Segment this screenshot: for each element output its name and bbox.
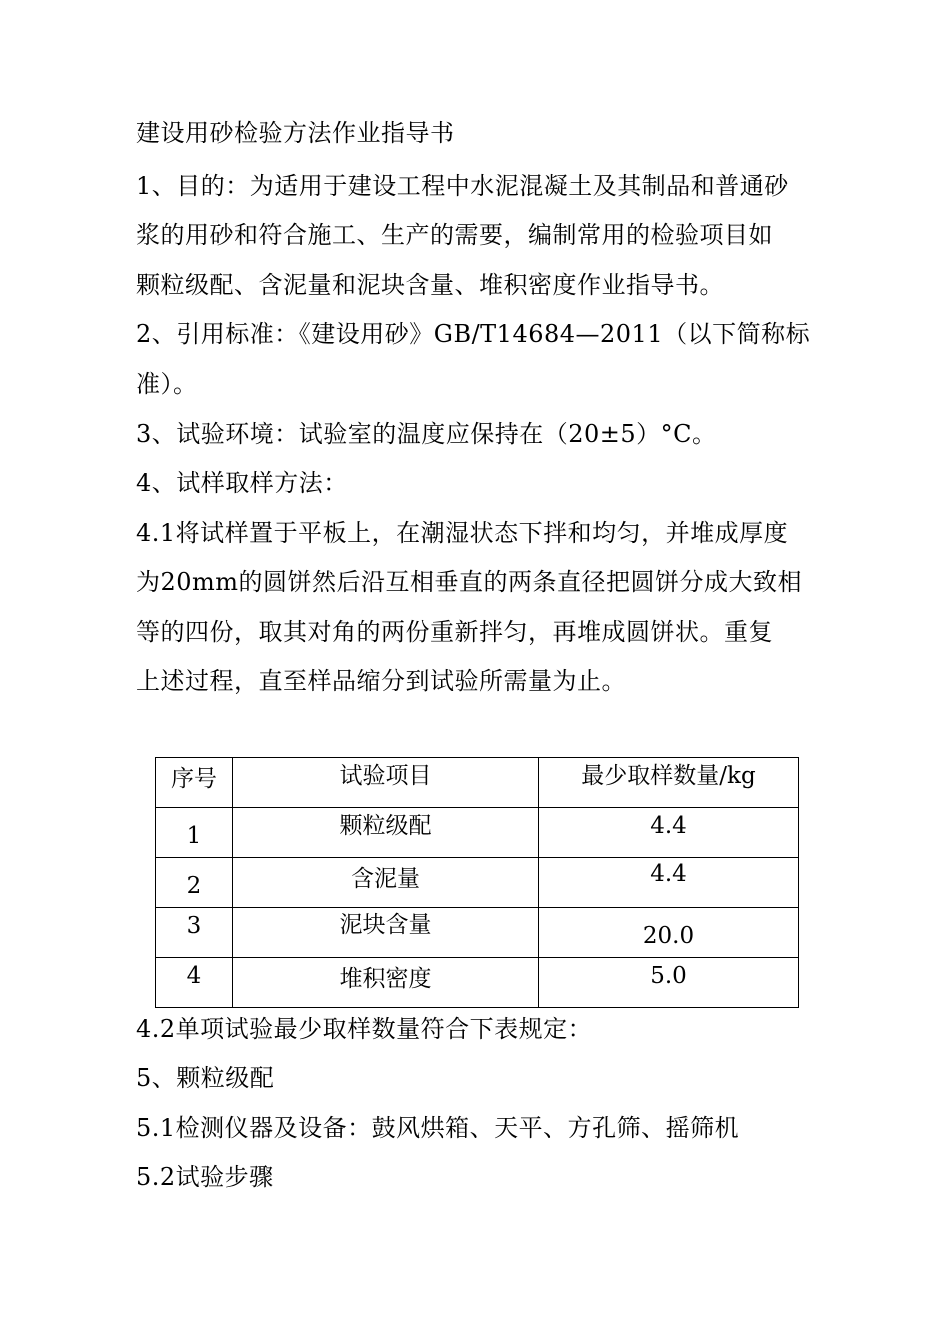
sampling-quantity-table [155,757,799,1008]
table-row [156,858,799,908]
paragraph-line: 5.1检测仪器及设备：鼓风烘箱、天平、方孔筛、摇筛机 [136,1114,740,1142]
table-cell [233,958,539,1008]
table-header-cell [233,758,539,808]
row-item: 颗粒级配 [339,813,432,839]
table-cell [156,858,233,908]
paragraph-line: 准）。 [136,370,198,398]
row-seq: 1 [186,823,202,849]
document-title: 建设用砂检验方法作业指导书 [136,119,455,147]
row-seq: 2 [186,873,202,899]
table-cell [156,808,233,858]
table-row [156,808,799,858]
header-quantity: 最少取样数量/kg [581,763,756,789]
table-cell [539,808,799,858]
paragraph-line: 1、目的：为适用于建设工程中水泥混凝土及其制品和普通砂 [136,172,789,200]
table-cell [539,858,799,908]
table-header-cell [156,758,233,808]
table-cell [156,958,233,1008]
table-cell [156,908,233,958]
paragraph-line: 4.1将试样置于平板上，在潮湿状态下拌和均匀，并堆成厚度 [136,519,789,547]
header-seq: 序号 [171,766,217,792]
paragraph-line: 等的四份，取其对角的两份重新拌匀，再堆成圆饼状。重复 [136,618,773,646]
row-item: 堆积密度 [339,966,432,992]
table-cell [233,808,539,858]
row-quantity: 4.4 [650,861,687,887]
paragraph-line: 颗粒级配、含泥量和泥块含量、堆积密度作业指导书。 [136,271,724,299]
row-quantity: 20.0 [642,923,695,949]
section-heading: 5、颗粒级配 [136,1064,275,1092]
table-header-cell [539,758,799,808]
paragraph-line: 5.2试验步骤 [136,1163,274,1191]
row-quantity: 4.4 [650,813,687,839]
table-cell [233,908,539,958]
paragraph-line: 为20mm的圆饼然后沿互相垂直的两条直径把圆饼分成大致相 [136,568,803,596]
row-seq: 3 [186,913,202,939]
header-item: 试验项目 [339,763,432,789]
paragraph-line: 浆的用砂和符合施工、生产的需要，编制常用的检验项目如 [136,221,773,249]
row-item: 泥块含量 [339,912,432,938]
row-item: 含泥量 [351,866,420,892]
paragraph-line: 上述过程，直至样品缩分到试验所需量为止。 [136,667,626,695]
paragraph-line: 4.2单项试验最少取样数量符合下表规定： [136,1015,593,1043]
paragraph-line: 2、引用标准：《建设用砂》GB/T14684—2011（以下简称标 [136,320,811,348]
paragraph-line: 3、试验环境：试验室的温度应保持在（20±5）°C。 [136,420,717,448]
table-cell [539,908,799,958]
table-cell [539,958,799,1008]
paragraph-line: 4、试样取样方法： [136,469,348,497]
table-row [156,908,799,958]
row-seq: 4 [186,963,202,989]
table-row [156,958,799,1008]
row-quantity: 5.0 [650,963,687,989]
table-cell [233,858,539,908]
table-header-row [156,758,799,808]
